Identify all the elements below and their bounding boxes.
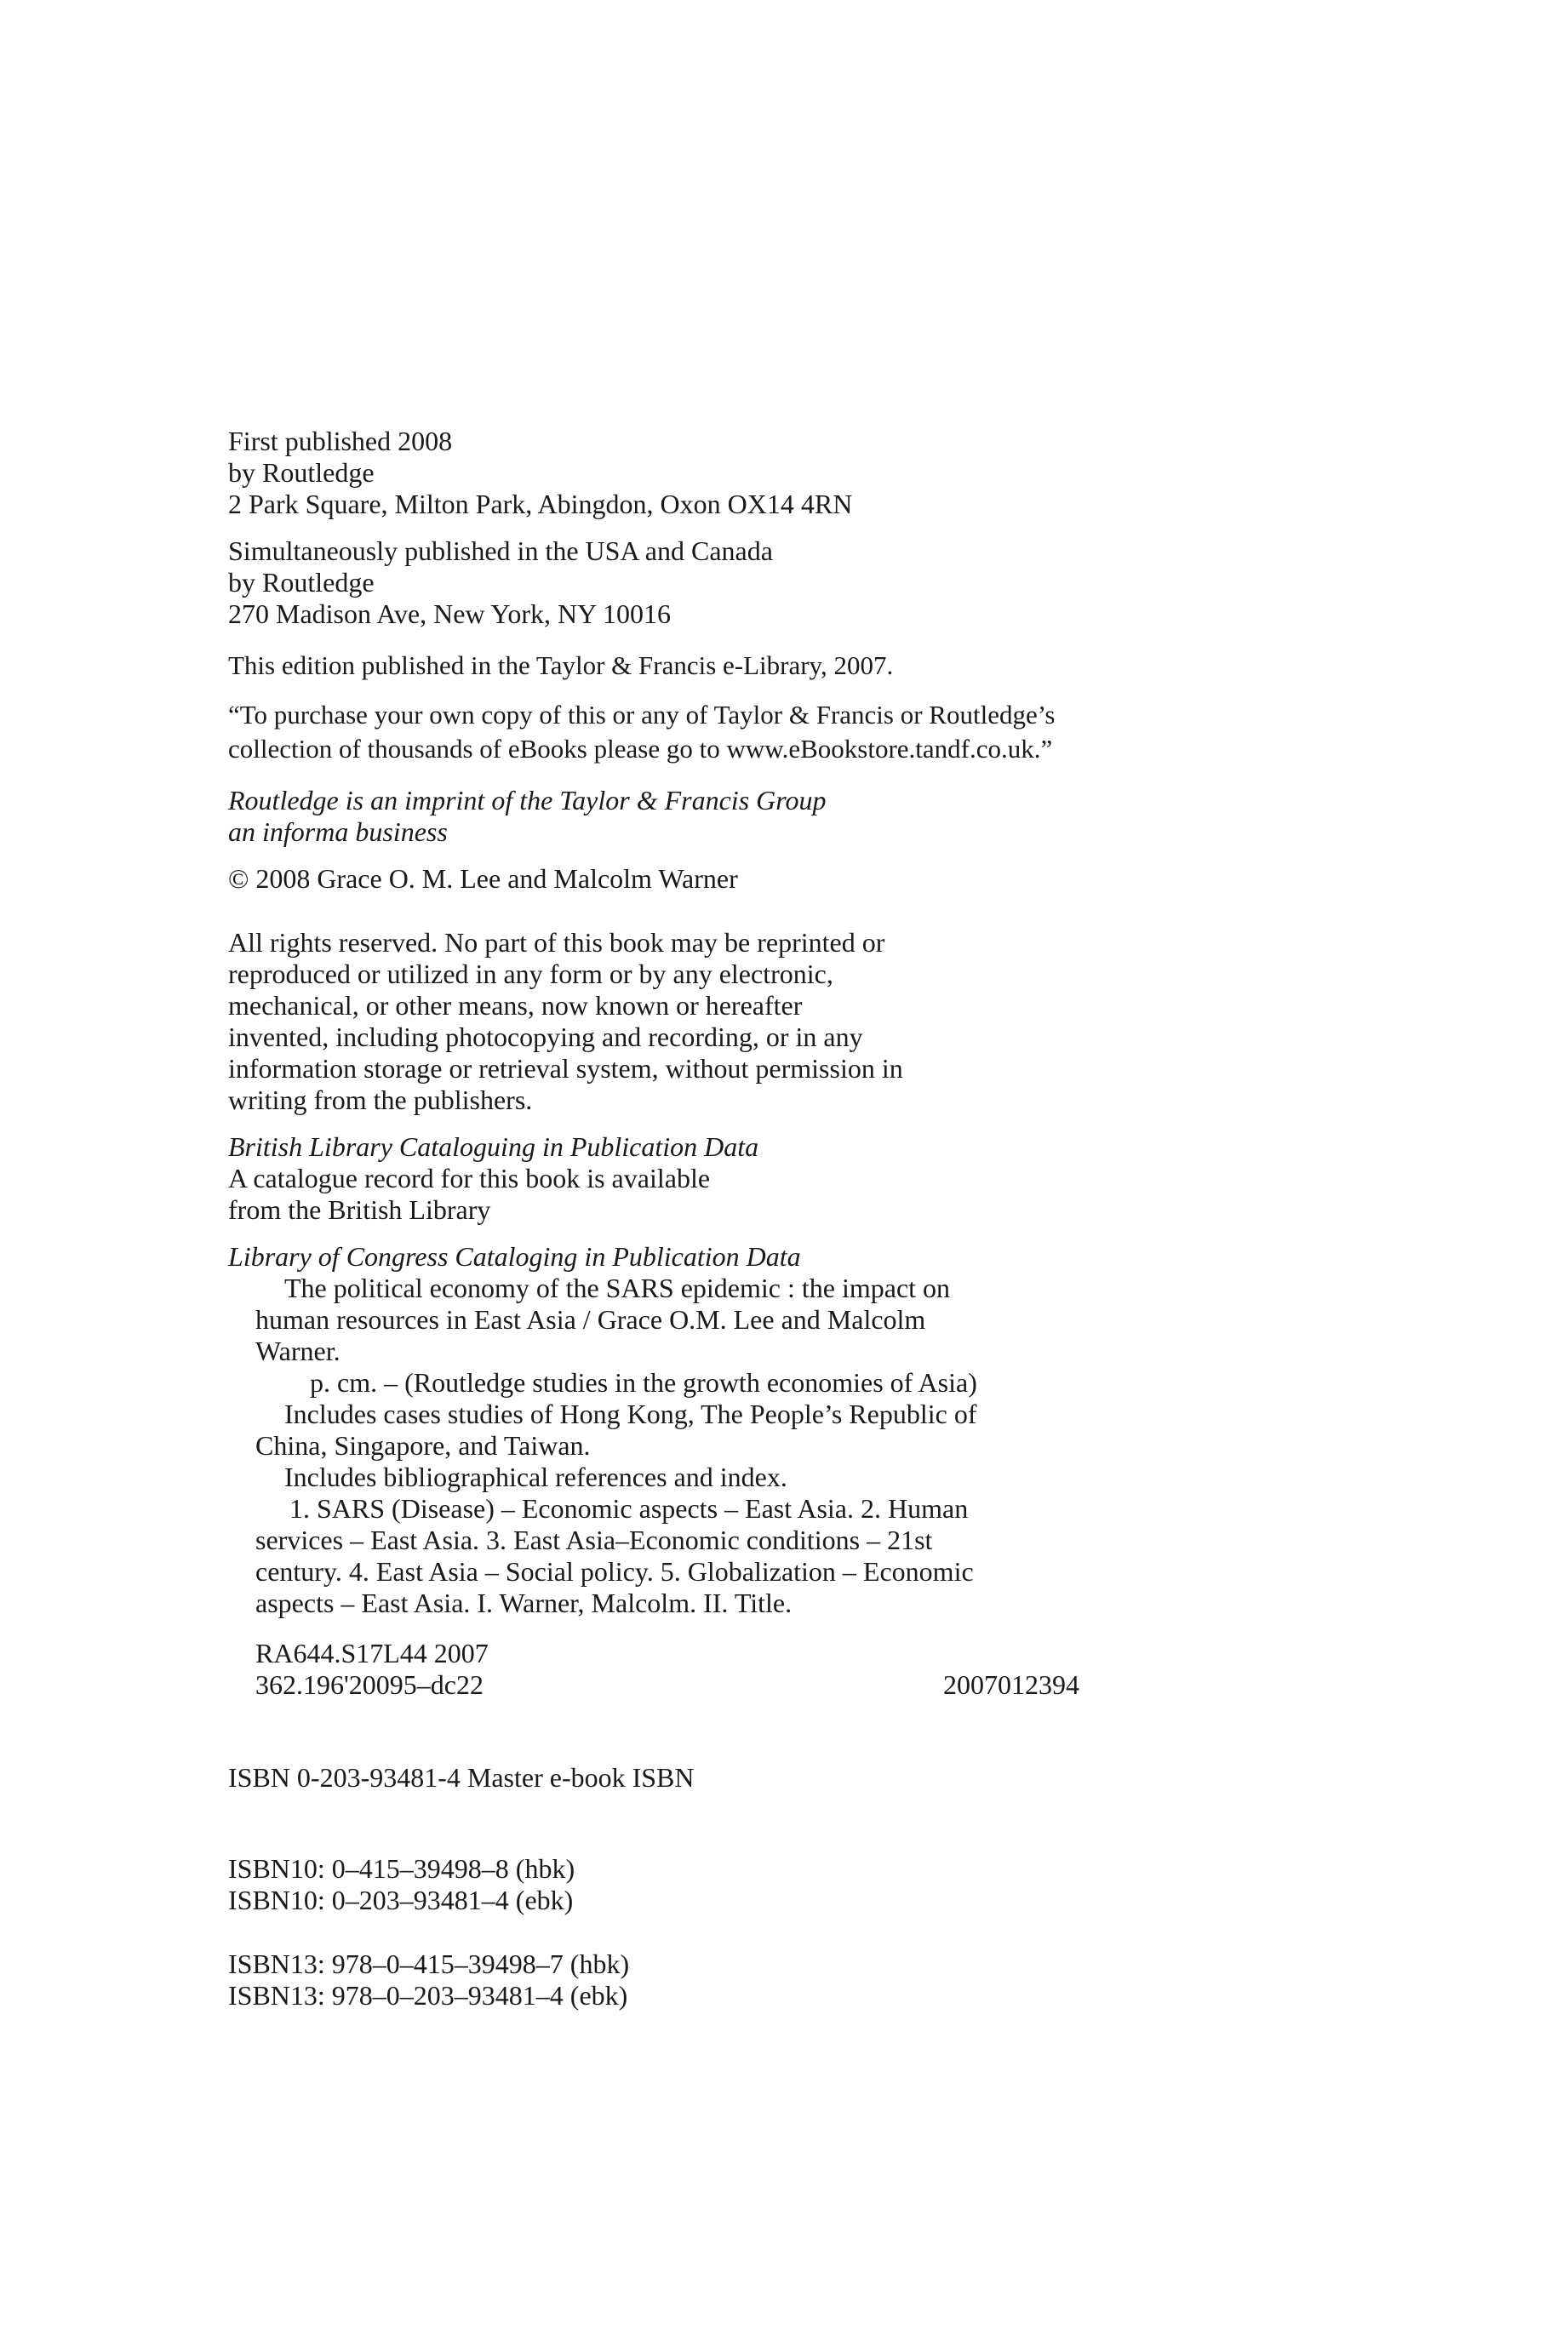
isbn10-block	[228, 1853, 1165, 1916]
usa-publisher-address-line: 270 Madison Ave, New York, NY 10016	[228, 598, 671, 629]
edition-note: This edition published in the Taylor & Francis e-Library, 2007.	[228, 650, 894, 680]
loc-subjects-line-2: services – East Asia. 3. East Asia–Economic conditions – 21st	[255, 1525, 933, 1555]
publisher-address-line: 2 Park Square, Milton Park, Abingdon, Oxon OX14 4RN	[228, 489, 853, 519]
loc-includes-bibliography: Includes bibliographical references and index.	[284, 1462, 787, 1492]
usa-publication-line: Simultaneously published in the USA and Canada	[228, 535, 773, 566]
purchase-note-line-2: collection of thousands of eBooks please go to www.eBookstore.tandf.co.uk.”	[228, 734, 1053, 764]
british-library-line-2: from the British Library	[228, 1194, 491, 1225]
loc-title-line-1: The political economy of the SARS epidemic : the impact on	[284, 1273, 951, 1303]
imprint-note	[228, 785, 1165, 848]
loc-includes-line-1: Includes cases studies of Hong Kong, The People’s Republic of	[284, 1399, 977, 1429]
imprint-line-1: Routledge is an imprint of the Taylor & Francis Group	[228, 785, 827, 815]
isbn13-block	[228, 1949, 1165, 2012]
loc-subjects-line-4: aspects – East Asia. I. Warner, Malcolm. II. Title.	[255, 1588, 793, 1618]
rights-line-2: reproduced or utilized in any form or by any electronic,	[228, 959, 833, 989]
rights-line-5: information storage or retrieval system, without permission in	[228, 1053, 903, 1084]
loc-title-line-2: human resources in East Asia / Grace O.M. Lee and Malcolm	[255, 1304, 926, 1335]
british-library-heading: British Library Cataloguing in Publication Data	[228, 1131, 759, 1162]
purchase-note-line-1: “To purchase your own copy of this or any of Taylor & Francis or Routledge’s	[228, 700, 1056, 730]
isbn13-ebk: ISBN13: 978–0–203–93481–4 (ebk)	[228, 1980, 628, 2011]
publisher-block	[228, 426, 1165, 520]
usa-publisher-name-line: by Routledge	[228, 567, 375, 598]
purchase-note	[228, 698, 1165, 766]
loc-includes-line-2: China, Singapore, and Taiwan.	[255, 1430, 591, 1461]
isbn10-ebk: ISBN10: 0–203–93481–4 (ebk)	[228, 1885, 574, 1915]
copyright-page	[228, 426, 1165, 2012]
loc-series-line: p. cm. – (Routledge studies in the growth economies of Asia)	[310, 1367, 977, 1398]
isbn13-hbk: ISBN13: 978–0–415–39498–7 (hbk)	[228, 1949, 630, 1979]
loc-classification-2: 362.196'20095–dc22	[255, 1669, 484, 1700]
loc-subjects-line-1: 1. SARS (Disease) – Economic aspects – East Asia. 2. Human	[289, 1493, 969, 1524]
loc-lccn: 2007012394	[943, 1669, 1079, 1700]
loc-block	[228, 1241, 1165, 1701]
isbn10-hbk: ISBN10: 0–415–39498–8 (hbk)	[228, 1853, 575, 1884]
loc-heading: Library of Congress Cataloging in Publication Data	[228, 1241, 801, 1272]
isbn-master-ebook: ISBN 0-203-93481-4 Master e-book ISBN	[228, 1762, 695, 1793]
loc-subjects-line-3: century. 4. East Asia – Social policy. 5. Globalization – Economic	[255, 1556, 974, 1587]
publisher-name-line: by Routledge	[228, 457, 375, 488]
loc-title-line-3: Warner.	[255, 1336, 340, 1366]
loc-classification-1: RA644.S17L44 2007	[255, 1638, 489, 1668]
first-published-line: First published 2008	[228, 426, 453, 456]
rights-line-3: mechanical, or other means, now known or hereafter	[228, 990, 803, 1021]
british-library-block	[228, 1131, 1165, 1226]
rights-line-4: invented, including photocopying and recording, or in any	[228, 1021, 863, 1052]
rights-statement	[228, 927, 1165, 1116]
imprint-line-2: an informa business	[228, 816, 448, 847]
loc-classification-row	[228, 1669, 1079, 1701]
usa-publisher-block	[228, 535, 1165, 630]
rights-line-6: writing from the publishers.	[228, 1084, 533, 1115]
british-library-line-1: A catalogue record for this book is available	[228, 1163, 711, 1193]
copyright-line: © 2008 Grace O. M. Lee and Malcolm Warner	[228, 863, 738, 894]
rights-line-1: All rights reserved. No part of this book may be reprinted or	[228, 927, 885, 958]
